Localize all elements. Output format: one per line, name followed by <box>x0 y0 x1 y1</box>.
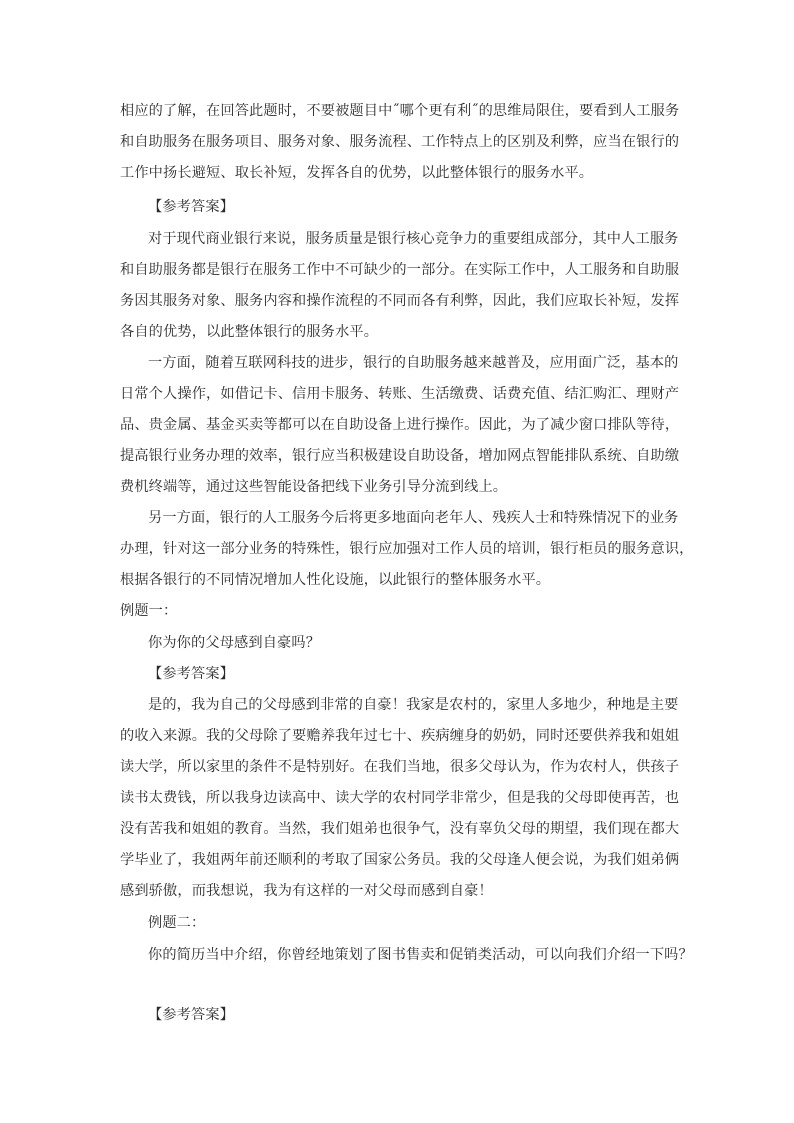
paragraph-line: 对于现代商业银行来说，服务质量是银行核心竞争力的重要组成部分，其中人工服务 <box>148 231 679 247</box>
paragraph-line: 相应的了解，在回答此题时，不要被题目中˝哪个更有利˝的思维局限住，要看到人工服务 <box>120 103 680 119</box>
paragraph-line: 的收入来源。我的父母除了要赡养我年过七十、疾病缠身的奶奶，同时还要供养我和姐姐 <box>120 728 680 744</box>
paragraph-line: 根据各银行的不同情况增加人性化设施，以此银行的整体服务水平。 <box>120 572 551 588</box>
question-line: 你为你的父母感到自豪吗？ <box>148 635 321 651</box>
paragraph-line: 日常个人操作，如借记卡、信用卡服务、转账、生活缴费、话费充值、结汇购汇、理财产 <box>120 386 680 402</box>
paragraph-line: 各自的优势，以此整体银行的服务水平。 <box>120 324 379 340</box>
paragraph-line: 和自助服务都是银行在服务工作中不可缺少的一部分。在实际工作中，人工服务和自助服 <box>120 262 680 278</box>
paragraph-line: 办理，针对这一部分业务的特殊性，银行应加强对工作人员的培训，银行柜员的服务意识， <box>120 541 694 557</box>
paragraph-line: 没有苦我和姐姐的教育。当然，我们姐弟也很争气，没有辜负父母的期望，我们现在都大 <box>120 821 680 837</box>
paragraph-line: 和自助服务在服务项目、服务对象、服务流程、工作特点上的区别及利弊，应当在银行的 <box>120 134 680 150</box>
paragraph-line: 学毕业了，我姐两年前还顺利的考取了国家公务员。我的父母逢人便会说，为我们姐弟俩 <box>120 852 680 868</box>
paragraph-line: 费机终端等，通过这些智能设备把线下业务引导分流到线上。 <box>120 479 508 495</box>
paragraph-line: 品、贵金属、基金买卖等都可以在自助设备上进行操作。因此，为了减少窗口排队等待， <box>120 417 680 433</box>
paragraph-line: 读书太费钱，所以我身边读高中、读大学的农村同学非常少，但是我的父母即使再苦，也 <box>120 790 680 806</box>
question-line: 你的简历当中介绍，你曾经地策划了图书售卖和促销类活动，可以向我们介绍一下吗？ <box>148 947 693 963</box>
paragraph-line: 工作中扬长避短、取长补短，发挥各自的优势，以此整体银行的服务水平。 <box>120 165 594 181</box>
paragraph-line: 提高银行业务办理的效率，银行应当积极建设自助设备，增加网点智能排队系统、自助缴 <box>120 448 680 464</box>
answer-heading: 【参考答案】 <box>148 666 235 682</box>
example-heading: 例题二： <box>148 915 206 931</box>
paragraph-line: 感到骄傲，而我想说，我为有这样的一对父母而感到自豪！ <box>120 883 493 899</box>
paragraph-line: 是的，我为自己的父母感到非常的自豪！我家是农村的，家里人多地少，种地是主要 <box>148 697 679 713</box>
example-heading: 例题一： <box>120 603 178 619</box>
paragraph-line: 读大学，所以家里的条件不是特别好。在我们当地，很多父母认为，作为农村人，供孩子 <box>120 759 680 775</box>
paragraph-line: 另一方面，银行的人工服务今后将更多地面向老年人、残疾人士和特殊情况下的业务 <box>148 510 679 526</box>
paragraph-line: 务因其服务对象、服务内容和操作流程的不同而各有利弊，因此，我们应取长补短，发挥 <box>120 293 680 309</box>
paragraph-line: 一方面，随着互联网科技的进步，银行的自助服务越来越普及，应用面广泛，基本的 <box>148 355 679 371</box>
answer-heading: 【参考答案】 <box>148 199 235 215</box>
answer-heading: 【参考答案】 <box>148 1007 235 1023</box>
